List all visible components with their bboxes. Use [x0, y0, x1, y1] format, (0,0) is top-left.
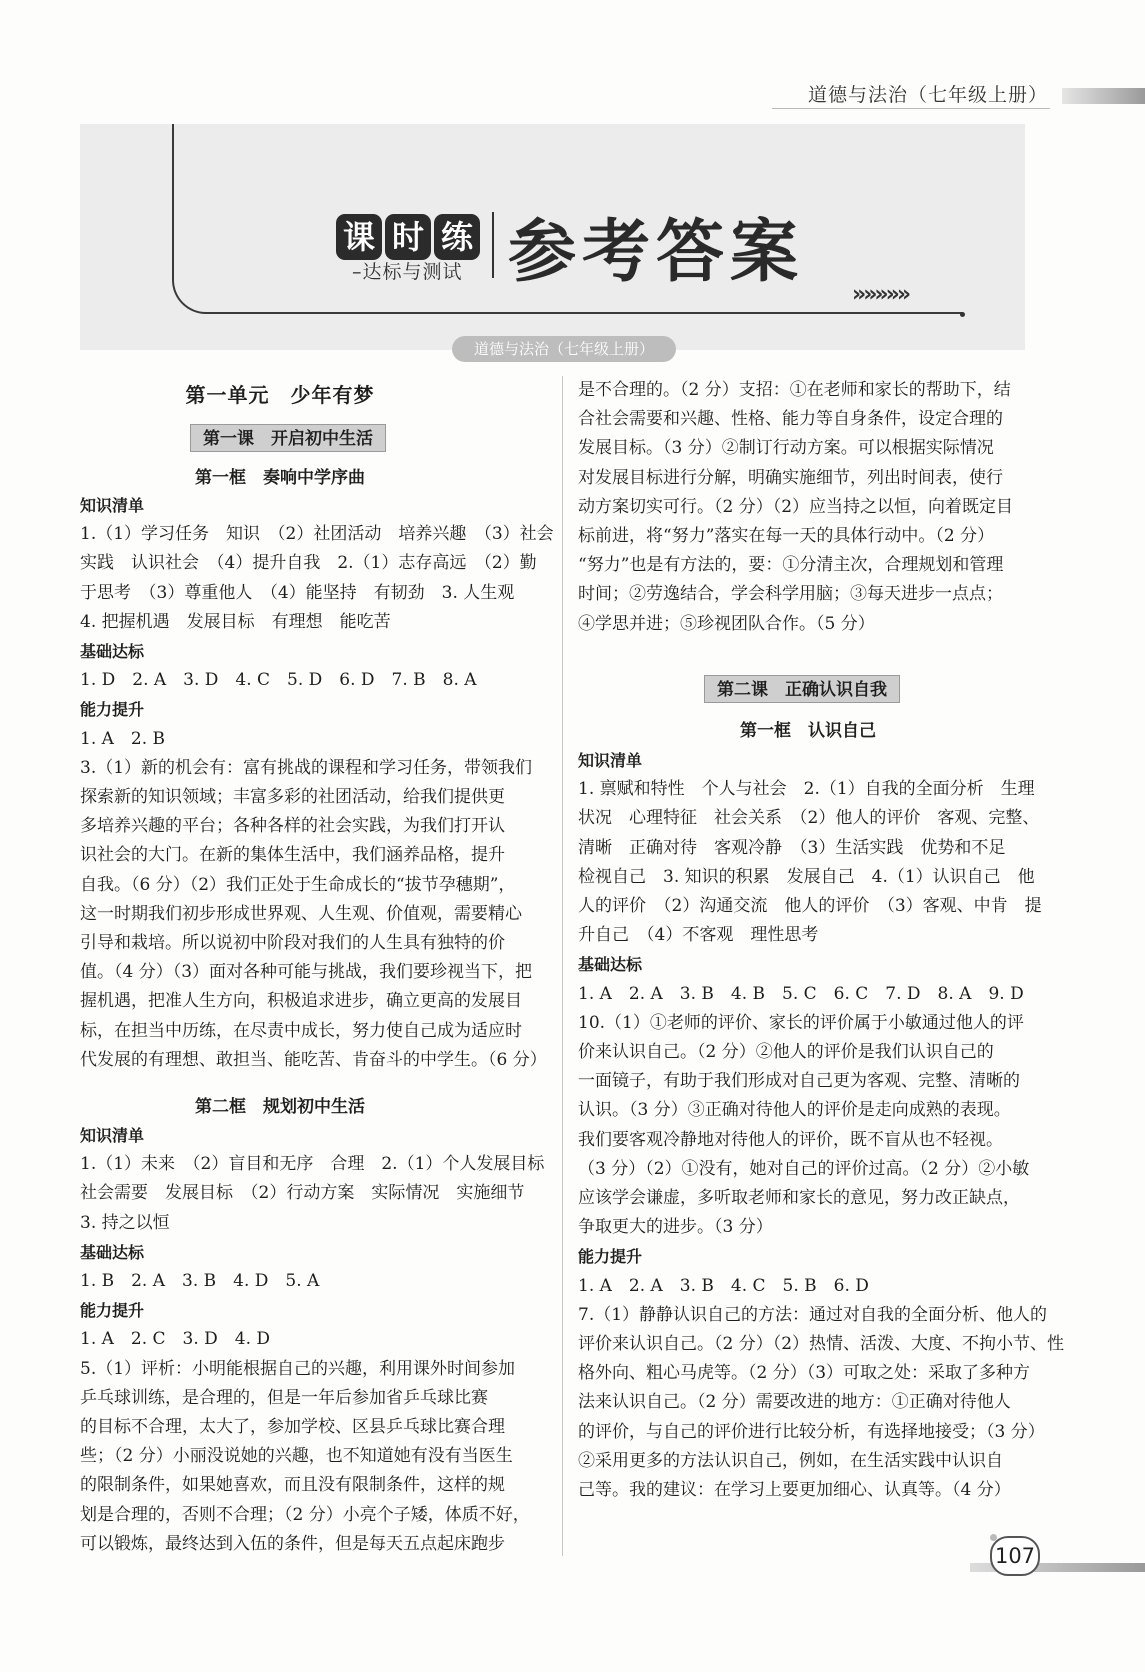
header-rule — [772, 108, 1050, 109]
answer-line: 的评价，与自己的评价进行比较分析，有选择地接受；（3 分） — [578, 1421, 1045, 1442]
banner-subject-tag: 道德与法治（七年级上册） — [452, 336, 676, 362]
answer-line: 一面镜子，有助于我们形成对自己更为客观、完整、清晰的 — [578, 1071, 1020, 1092]
answer-line: 基础达标 — [80, 1242, 145, 1262]
frame-title-1: 第一框 奏响中学序曲 — [195, 468, 365, 488]
answer-line: （3 分）（2）①没有，她对自己的评价过高。（2 分）②小敏 — [578, 1158, 1030, 1179]
answer-line: 标前进，将“努力”落实在每一天的具体行动中。（2 分） — [578, 526, 995, 547]
answer-line: 知识清单 — [578, 751, 643, 770]
answer-line: 检视自己 3. 知识的积累 发展自己 4.（1）认识自己 他 — [578, 866, 1035, 887]
answer-line: 1. A 2. C 3. D 4. D — [80, 1329, 271, 1350]
logo-subtitle: –达标与测试 — [352, 261, 463, 283]
answer-line: 划是合理的，否则不合理；（2 分）小亮个子矮，体质不好， — [80, 1504, 530, 1525]
chevron-arrows-icon: »»»»» — [852, 282, 909, 307]
answer-line: 能力提升 — [578, 1247, 643, 1267]
answer-line: 1. A 2. A 3. B 4. B 5. C 6. C 7. D 8. A 9. D — [578, 983, 1024, 1004]
answer-line: 3. 持之以恒 — [80, 1212, 170, 1233]
answer-line: 于思考 （3）尊重他人 （4）能坚持 有韧劲 3. 人生观 — [80, 582, 515, 603]
answer-line: 合社会需要和兴趣、性格、能力等自身条件，设定合理的 — [578, 409, 1003, 430]
answer-line: 争取更大的进步。（3 分） — [578, 1217, 773, 1238]
answer-line: 知识清单 — [80, 496, 145, 515]
answer-line: 的目标不合理，太大了，参加学校、区县乒乓球比赛合理 — [80, 1417, 505, 1438]
lesson-title-1: 第一课 开启初中生活 — [190, 424, 386, 452]
answer-line: 是不合理的。（2 分）支招：①在老师和家长的帮助下，结 — [578, 380, 1011, 400]
answer-line: 1.（1）学习任务 知识 （2）社团活动 培养兴趣 （3）社会 — [80, 524, 554, 545]
frame-title-3: 第一框 认识自己 — [740, 721, 876, 741]
answer-line: 5.（1）评析：小明能根据自己的兴趣，利用课外时间参加 — [80, 1358, 516, 1379]
logo-separator — [492, 212, 494, 278]
answer-line: 动方案切实可行。（2 分）（2）应当持之以恒，向着既定目 — [578, 496, 1014, 517]
answer-line: 3.（1）新的机会有：富有挑战的课程和学习任务，带领我们 — [80, 757, 533, 778]
answer-line: 多培养兴趣的平台；各种各样的社会实践，为我们打开认 — [80, 816, 505, 837]
answer-line: 认识。（3 分）③正确对待他人的评价是走向成熟的表现。 — [578, 1100, 1011, 1121]
answer-line: 对发展目标进行分解，明确实施细节，列出时间表，使行 — [578, 467, 1003, 488]
header-title: 道德与法治（七年级上册） — [808, 84, 1049, 106]
answer-line: 基础达标 — [80, 642, 145, 662]
answer-line: 知识清单 — [80, 1126, 145, 1145]
logo-char-1: 课 — [336, 214, 382, 260]
answer-line: ④学思并进；⑤珍视团队合作。（5 分） — [578, 613, 875, 634]
answer-line: 这一时期我们初步形成世界观、人生观、价值观，需要精心 — [80, 903, 522, 924]
answer-line: 乒乓球训练，是合理的，但是一年后参加省乒乓球比赛 — [80, 1387, 488, 1408]
answer-line: 价来认识自己。（2 分）②他人的评价是我们认识自己的 — [578, 1042, 994, 1063]
answer-line: 值。（4 分）（3）面对各种可能与挑战，我们要珍视当下，把 — [80, 962, 533, 983]
answer-line: 7.（1）静静认识自己的方法：通过对自我的全面分析、他人的 — [578, 1304, 1048, 1325]
answer-line: “努力”也是有方法的，要：①分清主次，合理规划和管理 — [578, 555, 1004, 576]
banner-dot — [960, 312, 965, 317]
answer-line: 法来认识自己。（2 分）需要改进的地方：①正确对待他人 — [578, 1392, 1011, 1413]
answer-line: 1. 禀赋和特性 个人与社会 2.（1）自我的全面分析 生理 — [578, 779, 1035, 800]
answer-line: 探索新的知识领域；丰富多彩的社团活动，给我们提供更 — [80, 787, 505, 808]
unit-title: 第一单元 少年有梦 — [185, 383, 375, 407]
answer-line: 发展目标。（3 分）②制订行动方案。可以根据实际情况 — [578, 438, 994, 459]
answer-line: 人的评价 （2）沟通交流 他人的评价 （3）客观、中肯 提 — [578, 896, 1042, 917]
right-answer-block-2 — [578, 746, 1064, 1505]
answer-line: 应该学会谦虚，多听取老师和家长的意见，努力改正缺点， — [578, 1188, 1020, 1209]
answer-line: 识社会的大门。在新的集体生活中，我们涵养品格，提升 — [80, 845, 505, 866]
left-answer-block-2 — [80, 1121, 544, 1559]
answer-line: 格外向、粗心马虎等。（2 分）（3）可取之处：采取了多种方 — [578, 1363, 1031, 1384]
banner-title: 参考答案 — [508, 213, 805, 292]
answer-line: 些；（2 分）小丽没说她的兴趣，也不知道她有没有当医生 — [80, 1446, 513, 1467]
answer-line: 我们要客观冷静地对待他人的评价，既不盲从也不轻视。 — [578, 1129, 1003, 1150]
answer-line: 状况 心理特征 社会关系 （2）他人的评价 客观、完整、 — [578, 808, 1040, 829]
answer-line: 10.（1）①老师的评价、家长的评价属于小敏通过他人的评 — [578, 1012, 1024, 1033]
answer-line: ②采用更多的方法认识自己，例如，在生活实践中认识自 — [578, 1450, 1003, 1471]
answer-line: 升自己 （4）不客观 理性思考 — [578, 925, 819, 946]
answer-line: 社会需要 发展目标 （2）行动方案 实际情况 实施细节 — [80, 1183, 525, 1204]
answer-line: 1. B 2. A 3. B 4. D 5. A — [80, 1271, 320, 1292]
logo-char-3: 练 — [434, 214, 480, 260]
answer-line: 引导和栽培。所以说初中阶段对我们的人生具有独特的价 — [80, 933, 505, 954]
left-answer-block-1 — [80, 491, 554, 1075]
answer-line: 能力提升 — [80, 700, 145, 720]
logo — [336, 214, 483, 260]
answer-line: 1. A 2. A 3. B 4. C 5. B 6. D — [578, 1275, 869, 1296]
answer-line: 4. 把握机遇 发展目标 有理想 能吃苦 — [80, 611, 391, 632]
answer-line: 标，在担当中历练，在尽责中成长，努力使自己成为适应时 — [80, 1020, 522, 1041]
answer-line: 清晰 正确对待 客观冷静 （3）生活实践 优势和不足 — [578, 837, 1006, 858]
frame-title-2: 第二框 规划初中生活 — [195, 1097, 365, 1117]
answer-line: 己等。我的建议：在学习上要更加细心、认真等。（4 分） — [578, 1480, 1011, 1501]
right-answer-block-1 — [578, 376, 1013, 639]
answer-line: 评价来认识自己。（2 分）（2）热情、活泼、大度、不拘小节、性 — [578, 1334, 1065, 1355]
logo-char-2: 时 — [385, 214, 431, 260]
answer-line: 能力提升 — [80, 1301, 145, 1321]
answer-line: 1. A 2. B — [80, 728, 166, 749]
answer-line: 可以锻炼，最终达到入伍的条件，但是每天五点起床跑步 — [80, 1533, 505, 1554]
page-number: 107 — [990, 1536, 1040, 1576]
header-accent-bar — [1062, 88, 1145, 104]
answer-line: 握机遇，把准人生方向，积极追求进步，确立更高的发展目 — [80, 991, 522, 1012]
lesson-title-2: 第二课 正确认识自我 — [704, 675, 900, 703]
column-divider — [562, 376, 563, 1556]
answer-line: 自我。（6 分）（2）我们正处于生命成长的“拔节孕穗期”， — [80, 874, 516, 895]
answer-line: 1. D 2. A 3. D 4. C 5. D 6. D 7. B 8. A — [80, 670, 477, 691]
answer-line: 时间；②劳逸结合，学会科学用脑；③每天进步一点点； — [578, 584, 1003, 605]
answer-line: 基础达标 — [578, 955, 643, 975]
answer-line: 代发展的有理想、敢担当、能吃苦、肯奋斗的中学生。（6 分） — [80, 1049, 547, 1070]
answer-line: 实践 认识社会 （4）提升自我 2.（1）志存高远 （2）勤 — [80, 553, 537, 574]
answer-line: 1.（1）未来 （2）盲目和无序 合理 2.（1）个人发展目标 — [80, 1154, 545, 1175]
answer-line: 的限制条件，如果她喜欢，而且没有限制条件，这样的规 — [80, 1475, 505, 1496]
